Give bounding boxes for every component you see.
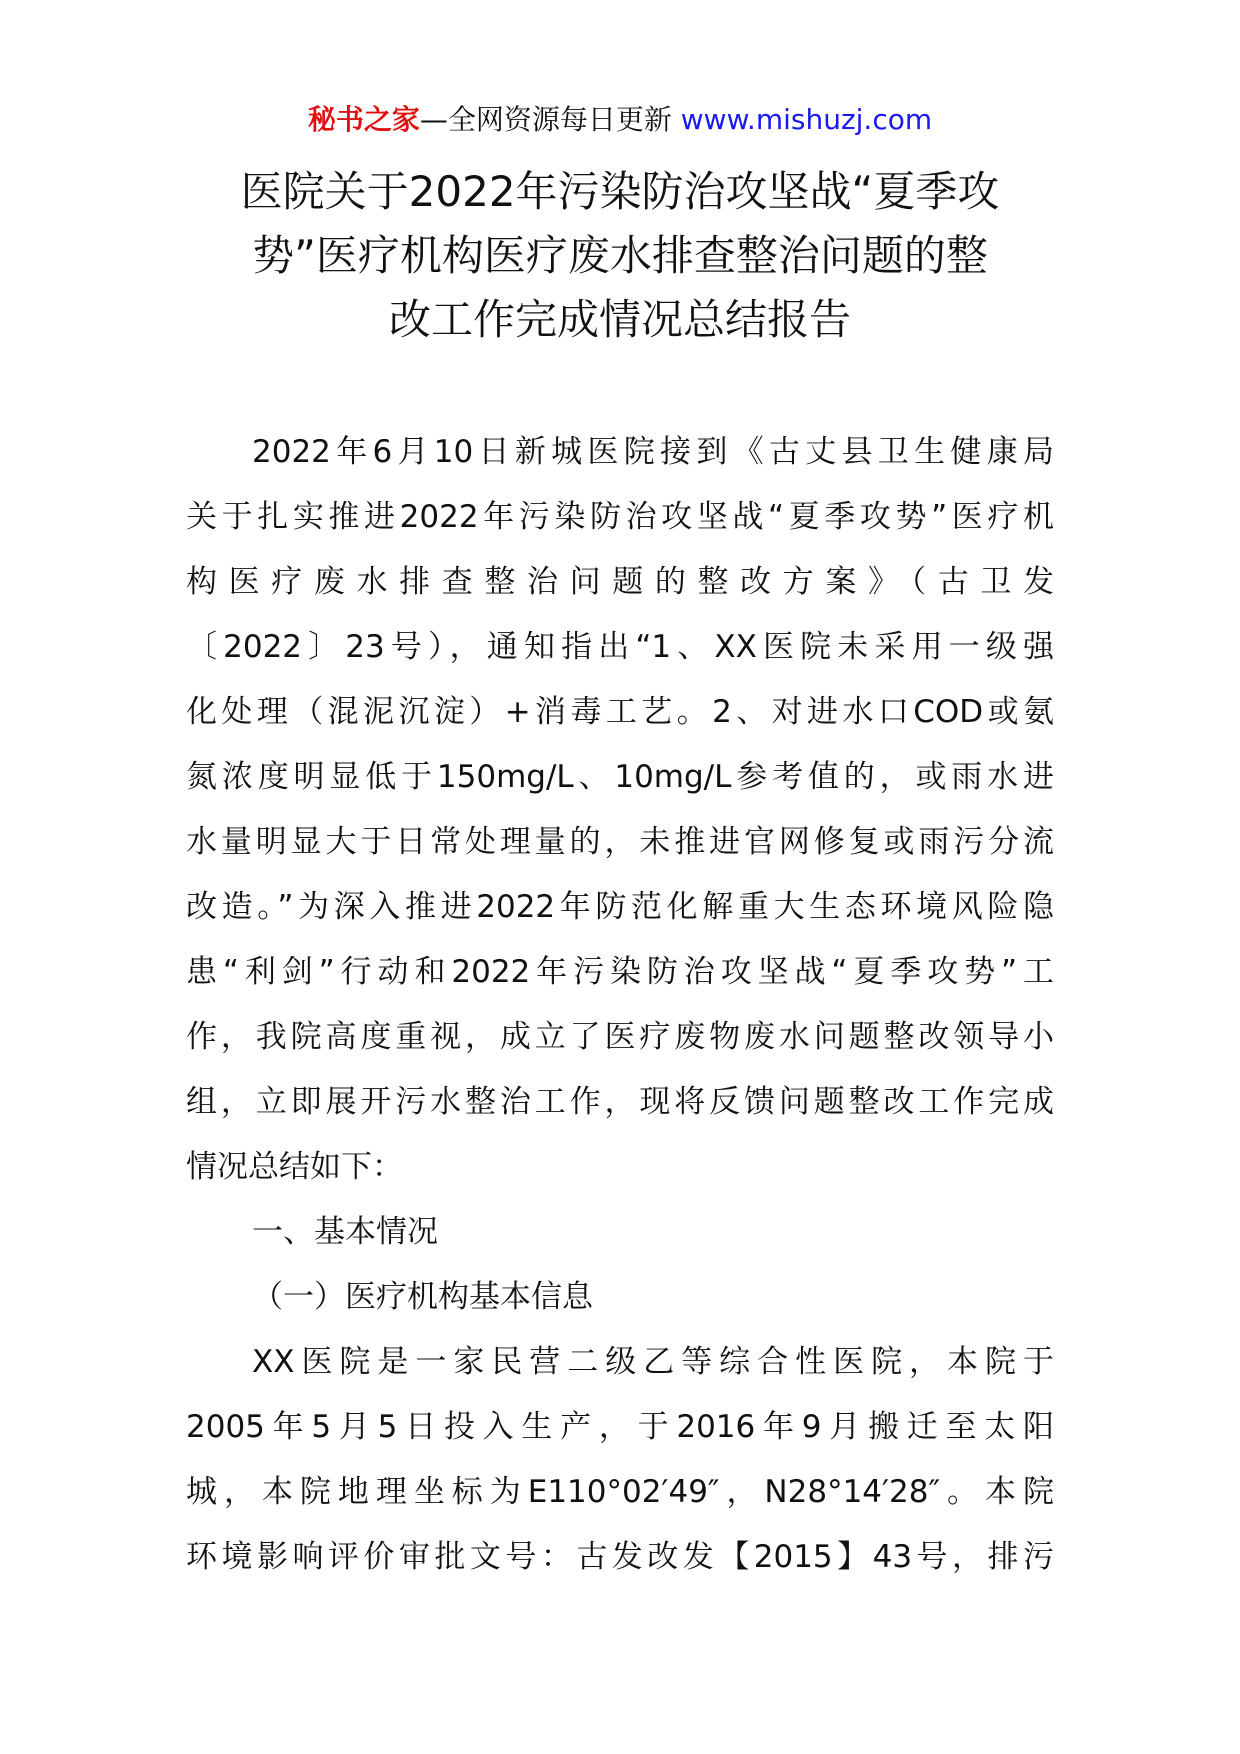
text-line: 〔2022〕23号），通知指出“1、XX医院未采用一级强 [186, 629, 1055, 665]
text-line: 作，我院高度重视，成立了医疗废物废水问题整改领导小 [186, 1019, 1054, 1055]
text-line: 组，立即展开污水整治工作，现将反馈问题整改工作完成 [186, 1084, 1054, 1120]
text-line: 情况总结如下： [186, 1149, 403, 1185]
site-header [0, 100, 1240, 140]
heading-text: （一）医疗机构基本信息 [252, 1279, 593, 1315]
text-line: 城，本院地理坐标为E110°02′49″，N28°14′28″。本院 [186, 1474, 1054, 1510]
text-line: XX医院是一家民营二级乙等综合性医院，本院于 [252, 1344, 1054, 1380]
section-heading-basic-info [186, 1200, 1054, 1265]
text-line: 患“利剑”行动和2022年污染防治攻坚战“夏季攻势”工 [186, 954, 1054, 990]
brand-name: 秘书之家 [307, 103, 420, 136]
site-url-link[interactable]: www.mishuzj.com [680, 103, 933, 136]
text-line: 2005年5月5日投入生产，于2016年9月搬迁至太阳 [186, 1409, 1054, 1445]
text-line: 改造。”为深入推进2022年防范化解重大生态环境风险隐 [186, 889, 1054, 925]
text-line: 2022年6月10日新城医院接到《古丈县卫生健康局 [252, 434, 1054, 470]
paragraph-institution [186, 1330, 1054, 1590]
text-line: 环境影响评价审批文号：古发改发【2015】43号，排污 [186, 1539, 1054, 1575]
heading-text: 一、基本情况 [252, 1214, 438, 1250]
document-title [180, 160, 1060, 352]
text-line: 水量明显大于日常处理量的，未推进官网修复或雨污分流 [186, 824, 1054, 860]
header-slogan: —全网资源每日更新 [419, 103, 681, 136]
text-line: 氮浓度明显低于150mg/L、10mg/L参考值的，或雨水进 [186, 759, 1054, 795]
title-line: 势”医疗机构医疗废水排查整治问题的整 [252, 231, 988, 280]
title-line: 医院关于2022年污染防治攻坚战“夏季攻 [240, 167, 1000, 216]
document-body [186, 420, 1054, 1590]
text-line: 关于扎实推进2022年污染防治攻坚战“夏季攻势”医疗机 [186, 499, 1054, 535]
text-line: 构医疗废水排查整治问题的整改方案》（古卫发 [186, 564, 1054, 600]
paragraph-intro [186, 420, 1054, 1200]
title-line: 改工作完成情况总结报告 [388, 295, 851, 344]
subsection-heading-institution-info [186, 1265, 1054, 1330]
text-line: 化处理（混泥沉淀）+消毒工艺。2、对进水口COD或氨 [186, 694, 1054, 730]
